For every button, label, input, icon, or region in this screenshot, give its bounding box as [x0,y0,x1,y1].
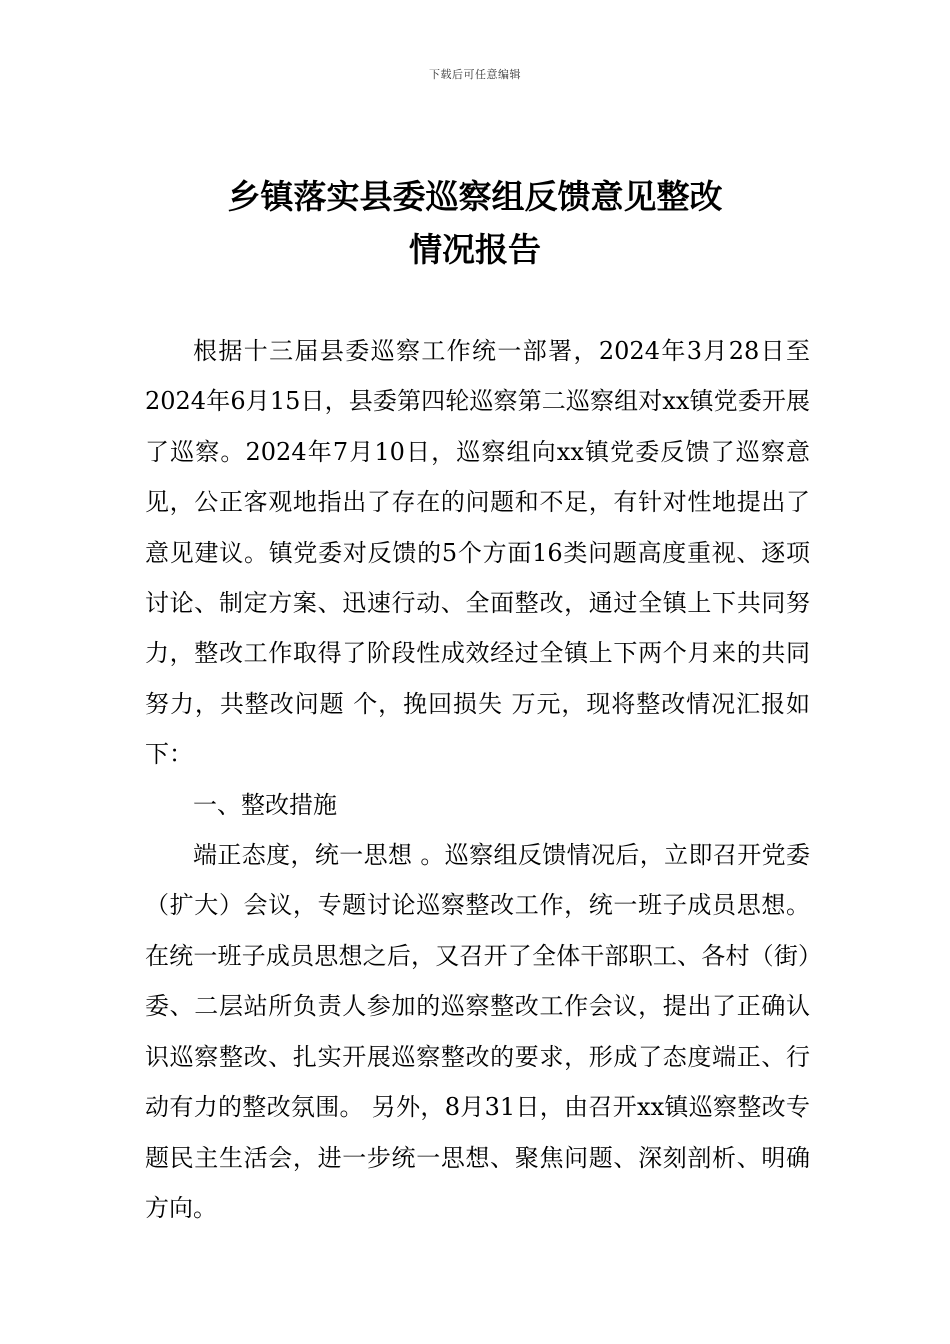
section-heading-rectification-measures: 一、整改措施 [193,790,337,819]
document-title-line-1: 乡镇落实县委巡察组反馈意见整改 [227,177,723,216]
intro-paragraph: 根据十三届县委巡察工作统一部署，2024年3月28日至2024年6月15日，县委第四轮巡察第二巡察组对xx镇党委开展了巡察。2024年7月10日，巡察组向xx镇党委反馈了巡察意见，公正客观地指出了存在的问题和不足，有针对性地提出了意见建议。镇党委对反馈的5个方面16类问题高度重视、逐项讨论、制定方案、迅速行动、全面整改，通过全镇上下共同努力，整改工作取得了阶段性成效经过全镇上下两个月来的共同努力，共整改问题 个，挽回损失 万元，现将整改情况汇报如下： [145,337,810,769]
measure-paragraph-attitude: 端正态度，统一思想 。巡察组反馈情况后，立即召开党委（扩大）会议，专题讨论巡察整改工作，统一班子成员思想。在统一班子成员思想之后，又召开了全体干部职工、各村（街）委、二层站所负责人参加的巡察整改工作会议，提出了正确认识巡察整改、扎实开展巡察整改的要求，形成了态度端正、行动有力的整改氛围。 另外，8月31日，由召开xx镇巡察整改专题民主生活会，进一步统一思想、聚焦问题、深刻剖析、明确方向。 [145,841,810,1222]
document-title-line-2: 情况报告 [409,230,541,269]
document-body [145,326,810,1233]
page-header-note: 下载后可任意编辑 [429,68,521,81]
document-title [100,170,850,276]
